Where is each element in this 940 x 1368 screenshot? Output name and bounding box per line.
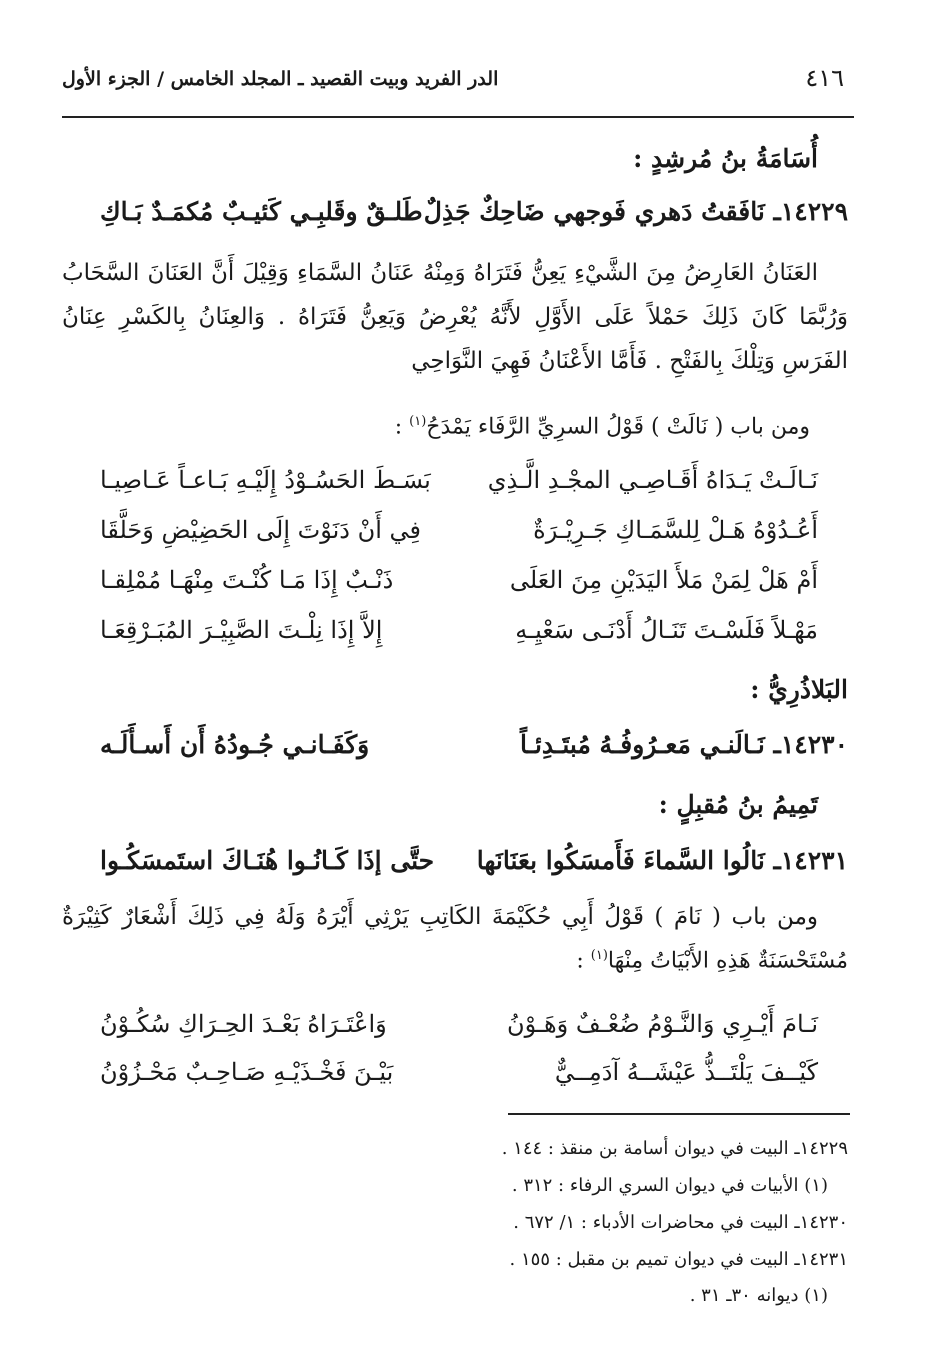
couplet	[100, 1058, 848, 1092]
poet-name: تَمِيمُ بنُ مُقبِلٍ :	[658, 790, 818, 819]
second-hemistich: إِلاَّ إِذَا نِلْـتَ الصَّبِيْـرَ المُبَـرْقِعَـا	[100, 616, 383, 644]
couplet	[100, 566, 848, 600]
footnote: ١٤٢٣٠ـ البيت في محاضرات الأدباء : ١/ ٦٧٢ .	[513, 1212, 848, 1233]
couplet	[100, 1010, 848, 1044]
footnote: (١) الأبيات في ديوان السري الرفاء : ٣١٢ .	[511, 1175, 828, 1196]
verse-intro-text: ومن باب ( نَالَتْ ) قَوْلُ السرِيِّ الرَّفَاء يَمْدَحُ	[426, 414, 810, 440]
prose-line: وَرُبَّمَا كَانَ ذَلِكَ حَمْلاً عَلَى الأَوَّلِ لأَنَّهُ يُعْرِضُ وَيَعِنُّ فَتَرَاهُ . وَالعِنَانُ بِالكَسْرِ عِنَانُ	[62, 304, 848, 330]
verse-first-text: نَـالَنـي مَعـرُوفُـهُ مُبتَـدِئـاً	[520, 730, 765, 759]
verse-first-text: نَافَقتُ دَهري فَوجهي ضَاحِكٌ جَذِلٌ	[423, 197, 765, 226]
prose-line: ومن باب ( نَامَ ) قَوْلُ أَبِي حُكَيْمَةَ الكَاتِبِ يَرْثِي أَيْرَهُ وَلَهُ فِي ذَلِكَ أَشْعَارٌ كَثِيْرَةٌ	[62, 904, 818, 930]
first-hemistich: نَـالَـتْ يَـدَاهُ أَقَـاصِـي المجْـدِ الَّـذِي	[487, 466, 818, 494]
footnote-rule	[508, 1113, 850, 1115]
second-hemistich: بَسَـطَ الحَسُـوْدُ إِلَيْـهِ بَـاعـاً عَـاصِيـا	[100, 466, 431, 494]
verse-second-hemistich: وَكَفَـانـي جُـودُهُ أَن أَسـأَلَـه	[100, 730, 370, 759]
verse-second-hemistich: طَلـقٌ وقَلبِـي كَئيـبٌ مُكمَـدٌ بَـاكِ	[100, 197, 423, 226]
verse-intro	[576, 948, 848, 973]
first-hemistich: نَـامَ أَيْـرِي وَالنَّـوْمُ ضُعْـفٌ وَهَـوْنُ	[506, 1010, 818, 1038]
poet-name: أُسَامَةُ بنُ مُرشِدٍ :	[633, 144, 818, 173]
couplet	[100, 466, 848, 500]
prose-line: الفَرَسِ وَتِلْكَ بِالفَتْحِ . فَأَمَّا الأَعْنَانُ فَهِيَ النَّوَاحِي	[411, 348, 848, 374]
running-title: الدر الفريد وبيت القصيد ـ المجلد الخامس / الجزء الأول	[62, 68, 499, 90]
verse-intro-text: مُسْتَحْسَنَةٌ هَذِهِ الأَبْيَاتُ مِنْهَا	[607, 948, 848, 974]
page-header	[62, 64, 852, 104]
poet-name: البَلاذُرِيُّ :	[750, 675, 848, 704]
footnote-marker: (١)	[409, 414, 427, 429]
footnote: ١٤٢٣١ـ البيت في ديوان تميم بن مقبل : ١٥٥ .	[509, 1249, 848, 1270]
verse-intro	[395, 414, 810, 439]
second-hemistich: بَيْـنَ فَخْـذَيْـهِ صَـاحِـبٌ مَحْـزُوْنُ	[100, 1058, 394, 1086]
second-hemistich: ذَنْـبٌ إِذَا مَـا كُنْـتَ مِنْهَـا مُمْلِقـا	[100, 566, 394, 594]
verse-number: ١٤٢٢٩ـ	[773, 197, 848, 226]
second-hemistich: فِي أَنْ دَنَوْتَ إِلَى الحَضِيْضِ وَحَلَّقَا	[100, 516, 422, 544]
couplet	[100, 516, 848, 550]
header-rule	[62, 116, 854, 118]
verse-first-hemistich	[477, 846, 848, 875]
verse-number: ١٤٢٣٠ـ	[773, 730, 848, 759]
verse-second-hemistich: حتَّى إذَا كَـانُـوا هُنَـاكَ استَمسَكُـوا	[100, 846, 435, 875]
first-hemistich: أَمْ هَلْ لِمَنْ مَلأَ اليَدَيْنِ مِنَ العَلَى	[509, 566, 818, 594]
verse-intro-end: :	[394, 414, 410, 440]
verse-number: ١٤٢٣١ـ	[773, 846, 848, 875]
footnote: ١٤٢٢٩ـ البيت في ديوان أسامة بن منقذ : ١٤٤ .	[501, 1138, 848, 1159]
verse-first-hemistich	[424, 197, 848, 226]
footnote: (١) ديوانه ٣٠ـ ٣١ .	[689, 1285, 828, 1306]
verse-first-hemistich	[520, 730, 848, 759]
verse-first-text: نَالُوا السَّماءَ فَأَمسَكُوا بعَنَانَها	[476, 846, 765, 875]
first-hemistich: مَهْـلاً فَلَسْـتَ تَنَـالُ أَدْنَـى سَعْيِـهِ	[515, 616, 818, 644]
second-hemistich: وَاعْتَـرَاهُ بَعْـدَ الحِـرَاكِ سُكُـوْنُ	[100, 1010, 387, 1038]
page-number: ٤١٦	[805, 64, 844, 92]
footnote-marker: (١)	[590, 948, 608, 963]
first-hemistich: كَيْــفَ يَلْتَــذُّ عَيْشَــهُ آدَمِــيٌّ	[554, 1058, 818, 1086]
couplet	[100, 616, 848, 650]
verse-intro-end: :	[576, 948, 591, 974]
prose-line: العَنَانُ العَارِضُ مِنَ الشَّيْءِ يَعِنُّ فَتَرَاهُ وَمِنْهُ عَنَانُ السَّمَاءِ وَقِيْلَ أَنَّ العَنَانَ السَّحَابُ	[62, 260, 818, 286]
first-hemistich: أَعُـدُوْهُ هَـلْ لِلسَّمَـاكِ جَـرِيْـرَةٌ	[533, 516, 818, 544]
